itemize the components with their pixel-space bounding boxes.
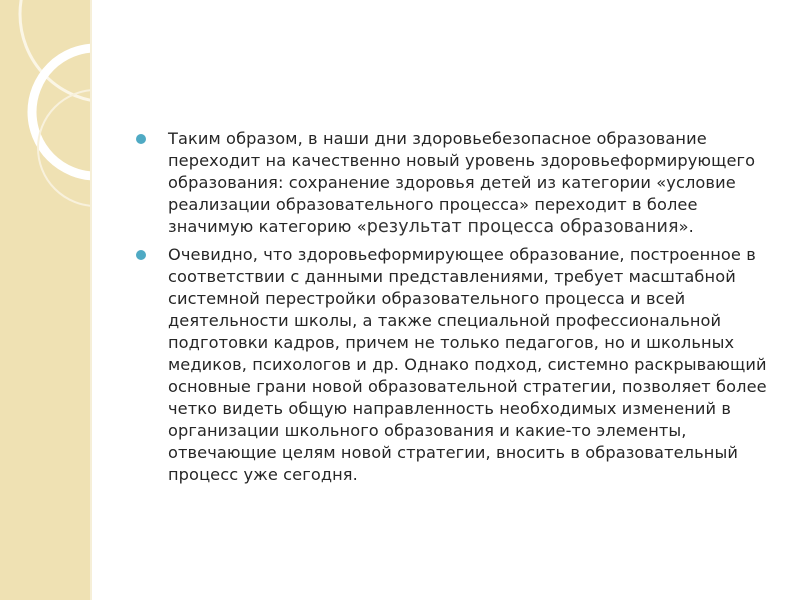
bullet-item-2: [133, 244, 783, 486]
side-divider: [90, 0, 92, 600]
slide-body: [133, 128, 783, 492]
bullet-dot: [136, 250, 146, 260]
bullet-1-text: Таким образом, в наши дни здоровьебезопасное образование переходит на качественно новый уровень здоровьеформирующего образования: сохранение здоровья детей из категории «условие реализации образовательного процесса» переходит в более значимую категорию «: [168, 129, 756, 236]
bullet-2-text: Очевидно, что здоровьеформирующее образование, построенное в соответствии с данными представлениями, требует масштабной системной перестройки образовательного процесса и всей деятельности школы, а также специальной профессиональной подготовки кадров, причем не только педагогов, но и школьных медиков, психологов и др. Однако подход, системно раскрывающий основные грани новой образовательной стратегии, позволяет более четко видеть общую направленность необходимых изменений в организации школьного образования и какие-то элементы, отвечающие целям новой стратегии, вносить в образовательный процесс уже сегодня.: [168, 245, 767, 484]
bullet-1-end: ».: [678, 217, 694, 236]
decorative-side-band: [0, 0, 91, 600]
bullet-item-1: [133, 128, 783, 238]
bullet-dot: [136, 134, 146, 144]
bullet-1-emphasis: результат процесса образования: [366, 217, 679, 237]
decorative-rings-graphic: [0, 0, 90, 600]
